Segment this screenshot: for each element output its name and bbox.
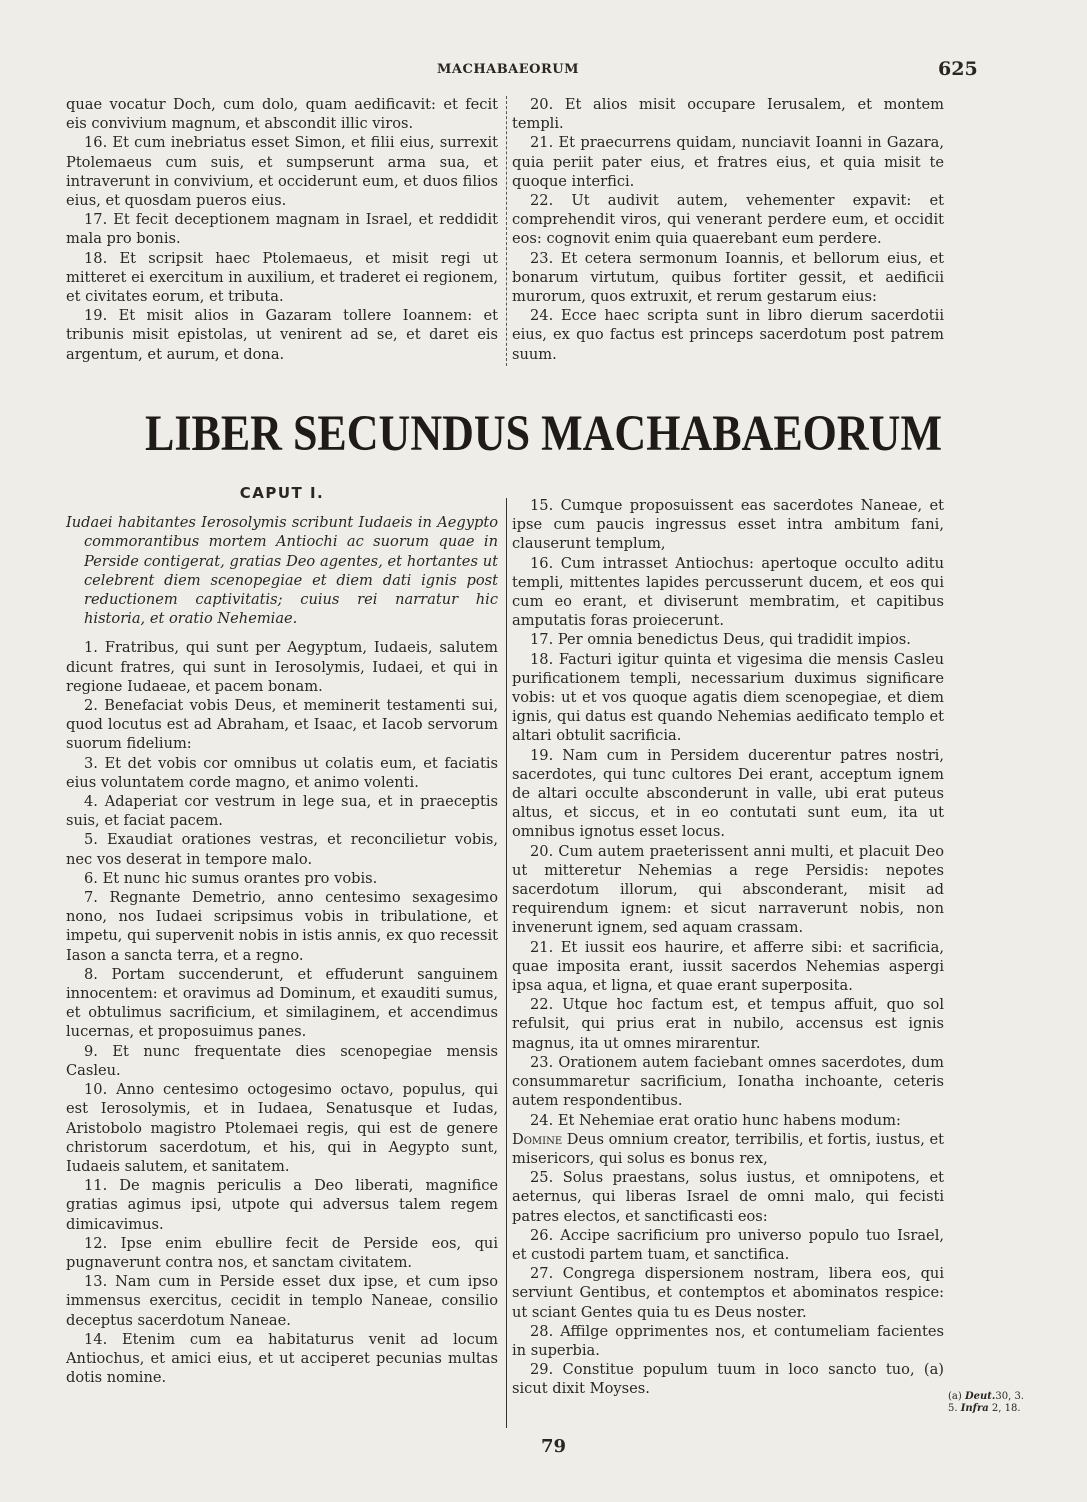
verse-text: 21. Et iussit eos haurire, et afferre sibi: et sacrificia, quae imposita erant, iussit sacerdos Nehemias aspergi ipsa aqua, et ligna, et quae erant superposita. — [512, 938, 944, 995]
bottom-right-column — [512, 496, 944, 1399]
margin-note-ref-infra-verse: 2, 18. — [991, 1403, 1021, 1414]
verse — [512, 1130, 944, 1168]
chapter-summary: Iudaei habitantes Ierosolymis scribunt Iudaeis in Aegypto commorantibus mortem Antiochi ac suorum quae in Perside contigerat, gratias Deo agentes, et hortantes ut celebrent diem scenopegiae et diem dati ignis post reductionem captivitatis; cuius rei narratur hic historia, et oratio Nehemiae. — [66, 514, 498, 628]
verse — [512, 95, 944, 133]
page-number: 625 — [938, 58, 978, 80]
verse — [512, 249, 944, 307]
verse-text: 22. Ut audivit autem, vehementer expavit: et comprehendit viros, qui venerant perdere eum, et occidit eos: cognovit enim quia quaerebant eum perdere. — [512, 192, 944, 248]
verse — [66, 1272, 498, 1330]
verse-text: 26. Accipe sacrificium pro universo populo tuo Israel, et custodi partem tuam, et sanctifica. — [512, 1226, 944, 1263]
verse-text: 3. Et det vobis cor omnibus ut colatis eum, et faciatis eius voluntatem corde magno, et animo volenti. — [66, 754, 498, 791]
verse — [66, 1330, 498, 1388]
verse-text: 5. Exaudiat orationes vestras, et reconcilietur vobis, nec vos deserat in tempore malo. — [66, 831, 498, 868]
verse-text: 17. Per omnia benedictus Deus, qui tradidit impios. — [530, 631, 911, 649]
verse — [66, 792, 498, 830]
verse — [512, 554, 944, 631]
verse — [512, 1322, 944, 1360]
verse — [512, 1360, 944, 1398]
verse — [66, 249, 498, 307]
verse — [66, 1234, 498, 1272]
verse-text: 27. Congrega dispersionem nostram, libera eos, qui serviunt Gentibus, et contemptos et abominatos respice: ut sciant Gentes quia tu es Deus noster. — [512, 1265, 944, 1321]
verse — [66, 696, 498, 754]
verse — [66, 754, 498, 792]
verse-text: 12. Ipse enim ebullire fecit de Perside eos, qui pugnaverunt contra nos, et sanctam civitatem. — [66, 1234, 498, 1271]
verse-text: 18. Facturi igitur quinta et vigesima die mensis Casleu purificationem templi, necessarium duximus significare vobis: ut et vos quoque agatis diem scenopegiae, et diem ignis, qui datus est quando Nehemias aedificato templo et altari obtulit sacrificia. — [512, 650, 944, 745]
verse-text: 8. Portam succenderunt, et effuderunt sanguinem innocentem: et oravimus ad Dominum, et exauditi sumus, et obtulimus sacrificium, et similaginem, et accendimus lucernas, et proposuimus panes. — [66, 965, 498, 1041]
verse-text: 28. Affilge opprimentes nos, et contumeliam facientes in superbia. — [512, 1322, 944, 1359]
margin-note-ref-book: Deut. — [964, 1391, 996, 1402]
chapter-heading: CAPUT I. — [239, 484, 325, 502]
verse — [512, 191, 944, 249]
verse-text: 18. Et scripsit haec Ptolemaeus, et misit regi ut mitteret ei exercitum in auxilium, et traderet ei regionem, et civitates eorum, et tributa. — [66, 249, 498, 306]
verse-text: 20. Et alios misit occupare Ierusalem, et montem templi. — [512, 96, 944, 133]
verse-text: 20. Cum autem praeterissent anni multi, et placuit Deo ut mitteretur Nehemias a rege Persidis: nepotes sacerdotum illorum, qui absconderant, misit ad requirendum ignem: et sicut narraverunt nobis, non invenerunt ignem, sed aquam crassam. — [512, 842, 944, 937]
verse-text: 19. Et misit alios in Gazaram tollere Ioannem: et tribunis misit epistolas, ut venirent ad se, et daret eis argentum, et aurum, et dona. — [66, 307, 498, 363]
verse-text: 29. Constitue populum tuum in loco sancto tuo, (a) sicut dixit Moyses. — [512, 1361, 944, 1398]
verse-text: 10. Anno centesimo octogesimo octavo, populus, qui est Ierosolymis, et in Iudaea, Senatusque et Iudas, Aristobolo magistro Ptolemaei regis, qui est de genere christorum sacerdotum, et his, qui in Aegypto sunt, Iudaeis salutem, et sanitatem. — [66, 1081, 498, 1175]
column-divider — [506, 96, 507, 366]
verse-text: 24. Ecce haec scripta sunt in libro dierum sacerdotii eius, ex quo factus est princeps sacerdotum post patrem suum. — [512, 307, 944, 363]
verse-text: 15. Cumque proposuissent eas sacerdotes Naneae, et ipse cum paucis ingressus esset intra ambitum fani, clauserunt templum, — [512, 497, 944, 553]
verse — [66, 965, 498, 1042]
verse — [66, 888, 498, 965]
verse-text: quae vocatur Doch, cum dolo, quam aedificavit: et fecit eis convivium magnum, et abscondit illic viros. — [66, 96, 498, 133]
verse-text: 4. Adaperiat cor vestrum in lege sua, et in praeceptis suis, et faciat pacem. — [66, 793, 498, 830]
verse-text: 23. Et cetera sermonum Ioannis, et bellorum eius, et bonarum virtutum, quibus fortiter gessit, et aedificii murorum, quos extruxit, et rerum gestarum eius: — [512, 249, 944, 306]
verse-text: 13. Nam cum in Perside esset dux ipse, et cum ipso immensus exercitus, cecidit in templo Naneae, consilio deceptus sacerdotum Naneae. — [66, 1273, 498, 1329]
verse — [66, 210, 498, 248]
verse — [66, 95, 498, 133]
verse — [66, 1080, 498, 1176]
verse-text: 21. Et praecurrens quidam, nunciavit Ioanni in Gazara, quia periit pater eius, et fratres eius, et quia misit te quoque interfici. — [512, 134, 944, 190]
verse-text: 7. Regnante Demetrio, anno centesimo sexagesimo nono, nos Iudaei scripsimus vobis in tribulatione, et impetu, qui supervenit nobis in istis annis, ex quo recessit Iason a sancta terra, et a regno. — [66, 889, 498, 964]
verse — [512, 842, 944, 938]
verse-text: 6. Et nunc hic sumus orantes pro vobis. — [84, 869, 378, 887]
verse-text: 19. Nam cum in Persidem ducerentur patres nostri, sacerdotes, qui tunc cultores Dei erant, acceptum ignem de altari occulte absconderunt in valle, ubi erat puteus altus, et siccus, et in eo contutati sunt eum, ita ut omnibus ignotus esset locus. — [512, 746, 944, 841]
verse-text: 22. Utque hoc factum est, et tempus affuit, quo sol refulsit, qui prius erat in nubilo, accensus est ignis magnus, ita ut omnes mirarentur. — [512, 996, 944, 1052]
verse — [66, 306, 498, 364]
running-title: MACHABAEORUM — [437, 62, 580, 77]
verse — [512, 1111, 944, 1130]
verse-text: 11. De magnis periculis a Deo liberati, magnifice gratias agimus ipsi, utpote qui adversus talem regem dimicavimus. — [66, 1177, 498, 1233]
verse — [512, 995, 944, 1053]
top-left-column — [66, 95, 498, 364]
verse — [66, 133, 498, 210]
bottom-left-column — [66, 484, 498, 1387]
verse-text: 2. Benefaciat vobis Deus, et meminerit testamenti sui, quod locutus est ad Abraham, et Isaac, et Iacob servorum suorum fidelium: — [66, 697, 498, 753]
verse — [66, 1176, 498, 1234]
folio-number: 79 — [540, 1436, 567, 1457]
verse-text: 25. Solus praestans, solus iustus, et omnipotens, et aeternus, qui liberas Israel de omni malo, qui fecisti patres electos, et sanctificasti eos: — [512, 1169, 944, 1225]
verse — [512, 306, 944, 364]
verse-text: Deus omnium creator, terribilis, et fortis, iustus, et misericors, qui solus es bonus rex, — [512, 1130, 944, 1167]
column-divider — [506, 498, 507, 1428]
verse — [512, 1226, 944, 1264]
verse — [512, 650, 944, 746]
verse-text: 24. Et Nehemiae erat oratio hunc habens modum: — [530, 1111, 901, 1129]
margin-note-marker: (a) — [948, 1391, 962, 1402]
verse — [512, 496, 944, 554]
margin-note-ref-verse: 30, 3. 5. — [948, 1391, 1024, 1414]
verse-text: 14. Etenim cum ea habitaturus venit ad locum Antiochus, et amici eius, et ut acciperet pecunias multas dotis nomine. — [66, 1330, 498, 1387]
verse-smallcaps-lead: Domine — [512, 1130, 563, 1148]
verse — [512, 1168, 944, 1226]
verse — [512, 938, 944, 996]
verse-text: 9. Et nunc frequentate dies scenopegiae mensis Casleu. — [66, 1042, 498, 1079]
verse-text: 17. Et fecit deceptionem magnam in Israel, et reddidit mala pro bonis. — [66, 211, 498, 248]
verse-text: 16. Et cum inebriatus esset Simon, et filii eius, surrexit Ptolemaeus cum suis, et sumpserunt arma sua, et intraverunt in convivium, et occiderunt eum, et duos filios eius, et quosdam pueros eius. — [66, 134, 498, 210]
verse — [512, 1053, 944, 1111]
margin-note-ref-infra: Infra — [960, 1403, 989, 1414]
verse — [512, 630, 944, 649]
verse — [66, 1042, 498, 1080]
verse — [66, 638, 498, 696]
verse — [66, 869, 498, 888]
verse — [512, 1264, 944, 1322]
top-right-column — [512, 95, 944, 364]
verse — [66, 830, 498, 868]
verse — [512, 746, 944, 842]
verse — [512, 133, 944, 191]
verse-text: 23. Orationem autem faciebant omnes sacerdotes, dum consummaretur sacrificium, Ionatha inchoante, ceteris autem respondentibus. — [512, 1053, 944, 1110]
margin-note — [948, 1391, 1033, 1415]
verse-text: 16. Cum intrasset Antiochus: apertoque occulto aditu templi, mittentes lapides percusserunt ducem, et eos qui cum eo erant, et diviserunt membratim, et capitibus amputatis foras proiecerunt. — [512, 554, 944, 630]
book-title: LIBER SECUNDUS MACHABAEORUM — [145, 405, 942, 462]
verse-text: 1. Fratribus, qui sunt per Aegyptum, Iudaeis, salutem dicunt fratres, qui sunt in Ierosolymis, Iudaei, et qui in regione Iudaeae, et pacem bonam. — [66, 639, 498, 695]
